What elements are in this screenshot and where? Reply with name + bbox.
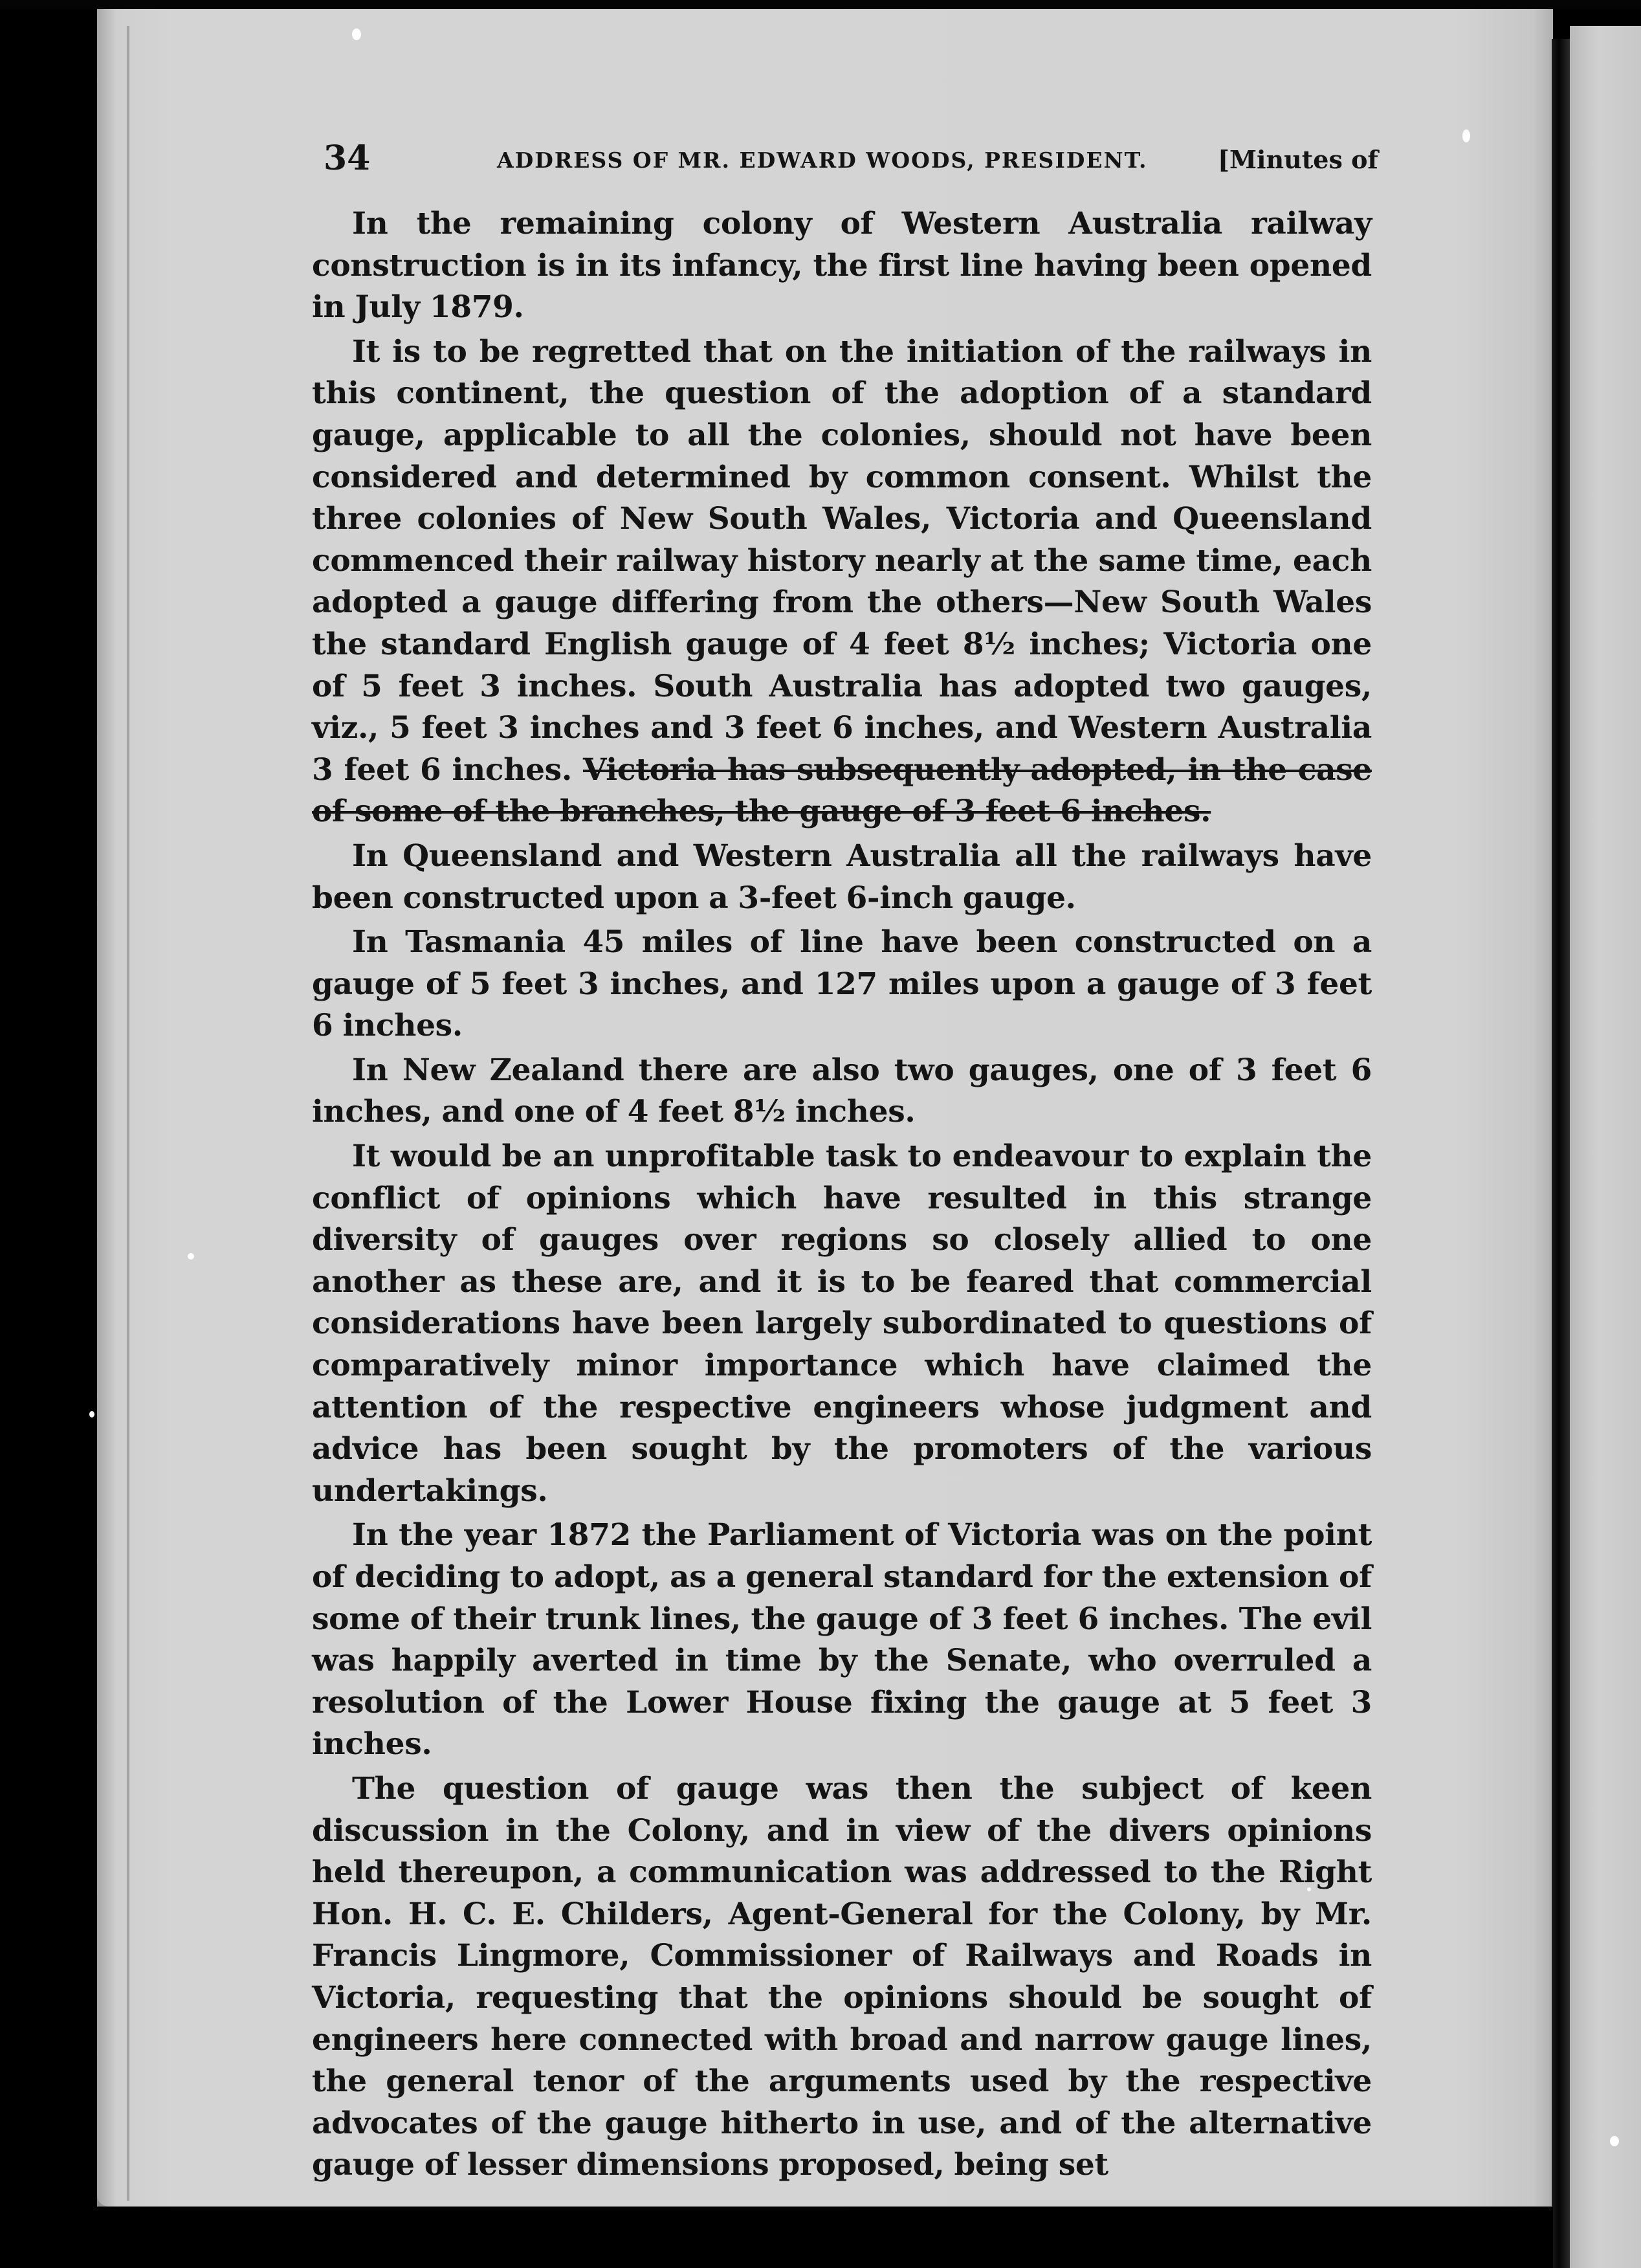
struck-through-text: Victoria has subsequently adopted, in the case of some of the branches, the gauge of 3 feet 6 inches. — [312, 751, 1372, 830]
dust-speck — [89, 1411, 94, 1418]
dust-speck — [188, 1253, 194, 1260]
facing-page-edge — [1570, 26, 1641, 2268]
paragraph: In Tasmania 45 miles of line have been constructed on a gauge of 5 feet 3 inches, and 127 miles upon a gauge of 3 feet 6 inches. — [312, 924, 1372, 1044]
paragraph: The question of gauge was then the subject of keen discussion in the Colony, and in view of the divers opinions held thereupon, a communication was addressed to the Right Hon. H. C. E. Childers, Agent-General for the Colony, by Mr. Francis Lingmore, Commissioner of Railways and Roads in Victoria, requesting that the opinions should be sought of engineers here connected with broad and narrow gauge lines, the general tenor of the arguments used by the respective advocates of the gauge hitherto in use, and of the alternative gauge of lesser dimensions proposed, being set — [312, 1770, 1372, 2183]
running-header — [312, 139, 1378, 179]
dust-speck — [352, 28, 361, 40]
book-gutter — [1552, 39, 1570, 2268]
paragraph: It would be an unprofitable task to endeavour to explain the conflict of opinions which have resulted in this strange diversity of gauges over regions so closely allied to one another as these are, and it is to be feared that commercial considerations have been largely subordinated to questions of comparatively minor importance which have claimed the attention of the respective engineers whose judgment and advice has been sought by the promoters of the various undertakings. — [312, 1139, 1372, 1509]
scan-top-border — [0, 0, 1641, 9]
paragraph: In Queensland and Western Australia all the railways have been constructed upon a 3-feet 6-inch gauge. — [312, 838, 1372, 916]
paragraph: In the year 1872 the Parliament of Victoria was on the point of deciding to adopt, as a general standard for the extension of some of their trunk lines, the gauge of 3 feet 6 inches. The evil was happily averted in time by the Senate, who overruled a resolution of the Lower House fixing the gauge at 5 feet 3 inches. — [312, 1517, 1372, 1762]
header-continuation: [Minutes of — [1218, 145, 1378, 174]
page-fold-line — [127, 26, 129, 2201]
dust-speck — [1610, 2136, 1619, 2146]
paragraph: In New Zealand there are also two gauges, one of 3 feet 6 inches, and one of 4 feet 8½ inches. — [312, 1052, 1372, 1130]
body-text — [312, 203, 1372, 2186]
paragraph: In the remaining colony of Western Australia railway construction is in its infancy, the first line having been opened in July 1879. — [312, 206, 1372, 326]
page-content — [312, 139, 1378, 2189]
dust-speck — [1462, 129, 1470, 142]
paragraph: It is to be regretted that on the initiation of the railways in this continent, the question of the adoption of a standard gauge, applicable to all the colonies, should not have been considered and determined by common consent. Whilst the three colonies of New South Wales, Victoria and Queensland commenced their railway history nearly at the same time, each adopted a gauge differing from the others—New South Wales the standard English gauge of 4 feet 8½ inches; Victoria one of 5 feet 3 inches. South Australia has adopted two gauges, viz., 5 feet 3 inches and 3 feet 6 inches, and Western Australia 3 feet 6 inches. Victoria has subsequently adopted, in the case of some of the branches, the gauge of 3 feet 6 inches. — [312, 333, 1372, 830]
scan-bottom-border — [0, 2207, 1553, 2268]
header-title: ADDRESS OF MR. EDWARD WOODS, PRESIDENT. — [497, 148, 1148, 173]
page-number: 34 — [324, 139, 371, 178]
